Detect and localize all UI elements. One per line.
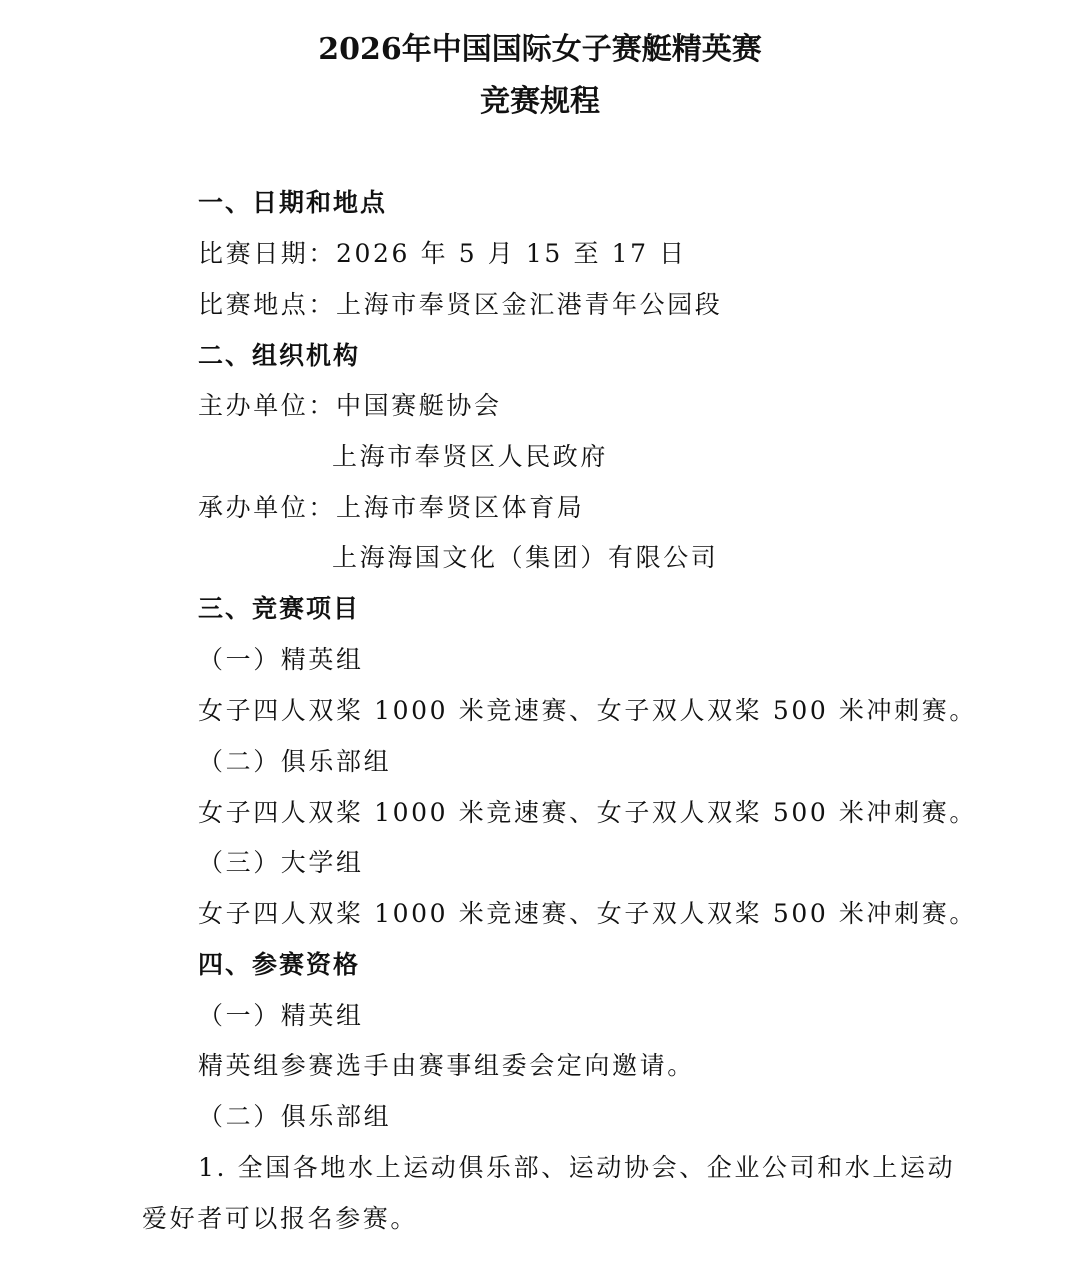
eligibility-club-heading: （二）俱乐部组 xyxy=(198,1102,392,1131)
venue-line: 比赛地点：上海市奉贤区金汇港青年公园段 xyxy=(198,290,723,319)
organizer-line-continued: 上海海国文化（集团）有限公司 xyxy=(332,543,719,572)
date-line: 比赛日期：2026 年 5 月 15 至 17 日 xyxy=(198,239,687,268)
section-heading-events: 三、竞赛项目 xyxy=(198,594,361,623)
eligibility-elite-heading: （一）精英组 xyxy=(198,1001,364,1030)
event-group-university-events: 女子四人双桨 1000 米竞速赛、女子双人双桨 500 米冲刺赛。 xyxy=(198,899,977,928)
host-line: 主办单位：中国赛艇协会 xyxy=(198,391,502,420)
eligibility-elite-text: 精英组参赛选手由赛事组委会定向邀请。 xyxy=(198,1051,695,1080)
event-group-university-heading: （三）大学组 xyxy=(198,848,364,877)
host-line-continued: 上海市奉贤区人民政府 xyxy=(332,442,609,471)
organizer-line: 承办单位：上海市奉贤区体育局 xyxy=(198,493,585,522)
section-heading-eligibility: 四、参赛资格 xyxy=(198,950,361,979)
section-heading-date-venue: 一、日期和地点 xyxy=(198,188,388,217)
event-group-elite-events: 女子四人双桨 1000 米竞速赛、女子双人双桨 500 米冲刺赛。 xyxy=(198,696,977,725)
document-title: 2026年中国国际女子赛艇精英赛 xyxy=(318,32,762,67)
eligibility-club-item-1: 1. 全国各地水上运动俱乐部、运动协会、企业公司和水上运动 xyxy=(198,1153,956,1182)
section-heading-organization: 二、组织机构 xyxy=(198,341,361,370)
document-subtitle: 竞赛规程 xyxy=(480,84,600,119)
eligibility-club-item-1-continued: 爱好者可以报名参赛。 xyxy=(142,1204,419,1233)
event-group-club-heading: （二）俱乐部组 xyxy=(198,747,392,776)
event-group-elite-heading: （一）精英组 xyxy=(198,645,364,674)
event-group-club-events: 女子四人双桨 1000 米竞速赛、女子双人双桨 500 米冲刺赛。 xyxy=(198,798,977,827)
